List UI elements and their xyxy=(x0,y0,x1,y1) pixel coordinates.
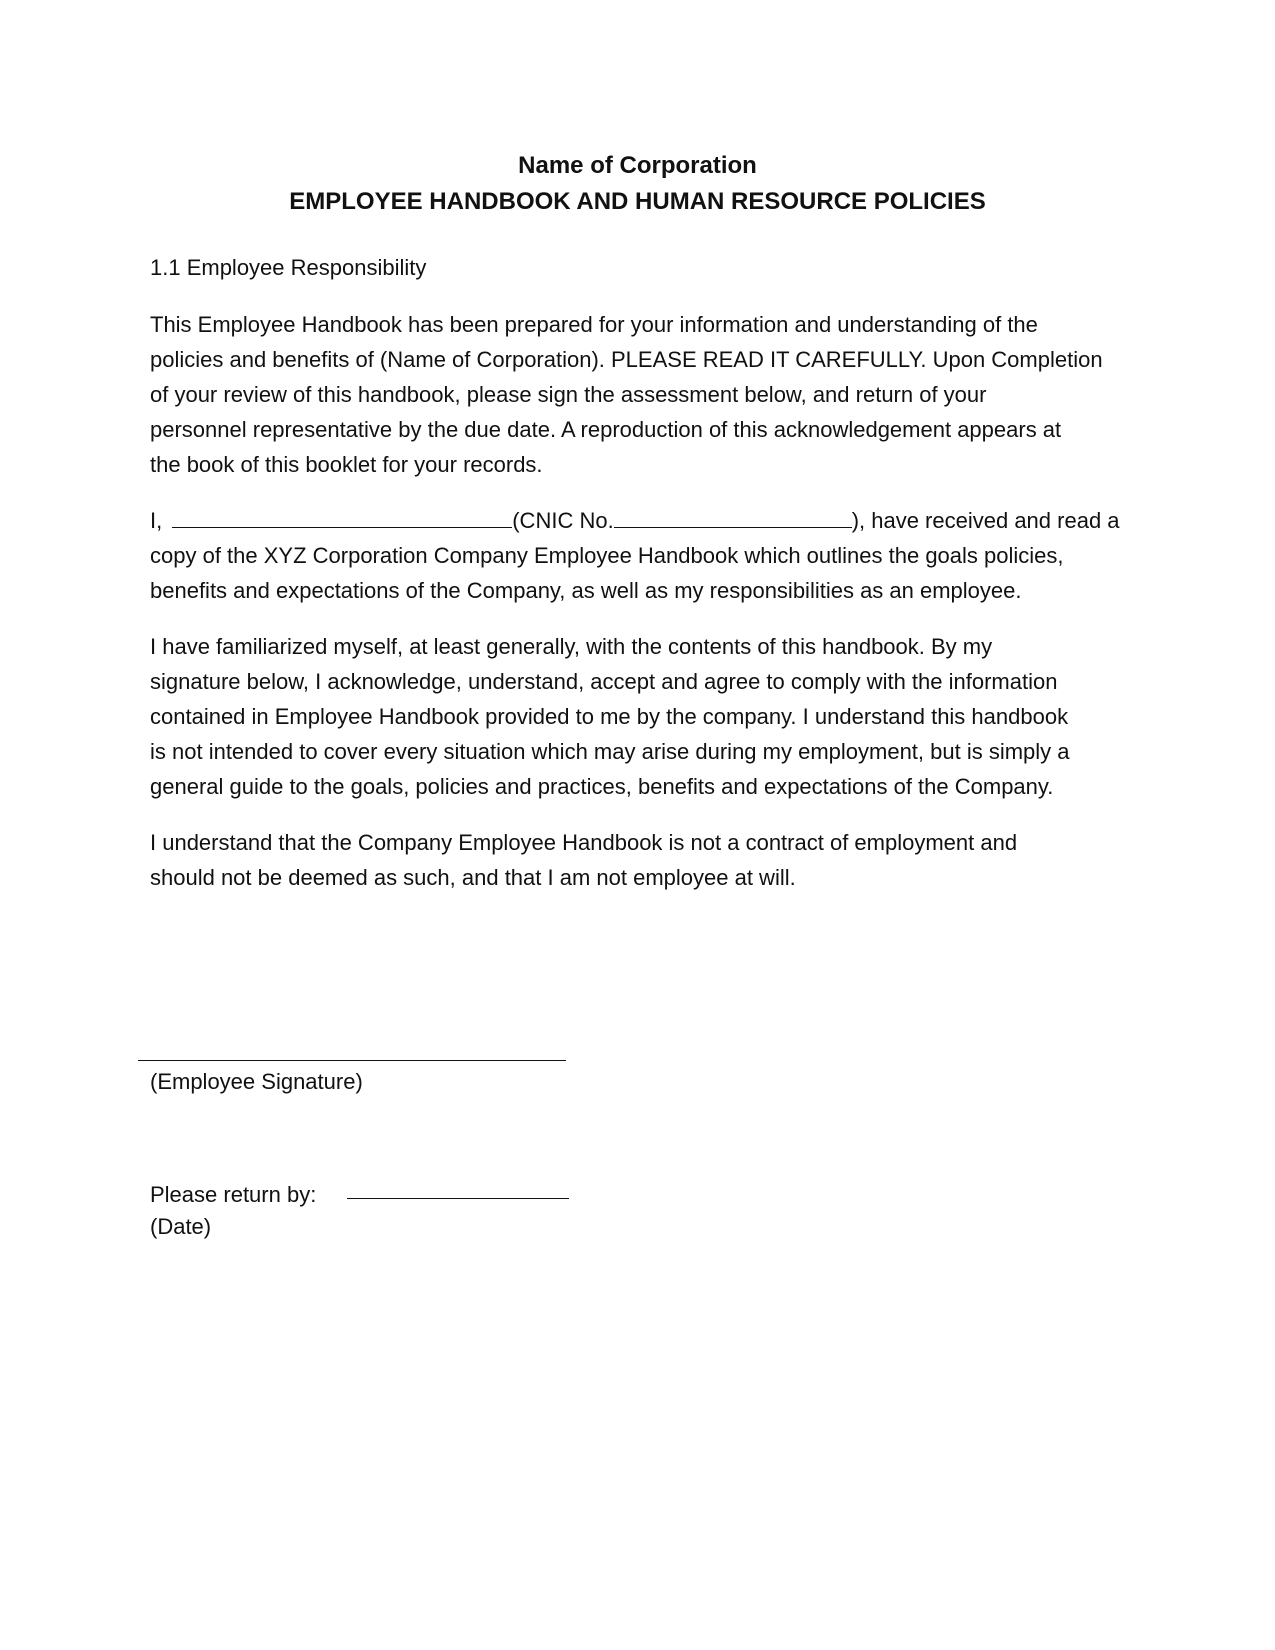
understand-paragraph xyxy=(150,825,1140,895)
familiarized-line: signature below, I acknowledge, understand, accept and agree to comply with the information xyxy=(150,669,1058,694)
return-date-line[interactable] xyxy=(347,1198,569,1199)
familiarized-line: is not intended to cover every situation which may arise during my employment, but is simply a xyxy=(150,739,1070,764)
understand-line: I understand that the Company Employee Handbook is not a contract of employment and xyxy=(150,830,1018,855)
employee-signature-line[interactable] xyxy=(138,1060,566,1061)
date-label: (Date) xyxy=(150,1214,212,1239)
intro-line: personnel representative by the due date. A reproduction of this acknowledgement appears at xyxy=(150,417,1062,442)
acknowledgement-line: copy of the XYZ Corporation Company Employee Handbook which outlines the goals policies, xyxy=(150,543,1064,568)
cnic-label: (CNIC No. xyxy=(512,508,614,533)
corporation-name: Name of Corporation xyxy=(518,152,757,179)
employee-name-blank[interactable] xyxy=(172,505,512,528)
document-header xyxy=(0,148,1275,220)
intro-line: policies and benefits of (Name of Corporation). PLEASE READ IT CAREFULLY. Upon Completion xyxy=(150,347,1103,372)
familiarized-paragraph xyxy=(150,629,1140,804)
ack-prefix: I, xyxy=(150,508,163,533)
employee-signature-label: (Employee Signature) xyxy=(150,1069,363,1094)
intro-line: This Employee Handbook has been prepared for your information and understanding of the xyxy=(150,312,1038,337)
return-by-label: Please return by: xyxy=(150,1182,317,1207)
intro-line: the book of this booklet for your records. xyxy=(150,452,543,477)
intro-paragraph xyxy=(150,307,1140,482)
section-heading: 1.1 Employee Responsibility xyxy=(150,255,427,280)
acknowledgement-line: benefits and expectations of the Company, as well as my responsibilities as an employee. xyxy=(150,578,1022,603)
familiarized-line: general guide to the goals, policies and practices, benefits and expectations of the Company. xyxy=(150,774,1054,799)
understand-line: should not be deemed as such, and that I am not employee at will. xyxy=(150,865,796,890)
acknowledgement-paragraph xyxy=(150,503,1140,608)
intro-line: of your review of this handbook, please sign the assessment below, and return of your xyxy=(150,382,987,407)
familiarized-line: contained in Employee Handbook provided to me by the company. I understand this handbook xyxy=(150,704,1069,729)
ack-suffix: ), have received and read a xyxy=(851,508,1120,533)
cnic-number-blank[interactable] xyxy=(614,505,852,528)
acknowledgement-first-line xyxy=(150,503,1140,538)
document-title: EMPLOYEE HANDBOOK AND HUMAN RESOURCE POLICIES xyxy=(289,188,986,215)
familiarized-line: I have familiarized myself, at least generally, with the contents of this handbook. By my xyxy=(150,634,993,659)
